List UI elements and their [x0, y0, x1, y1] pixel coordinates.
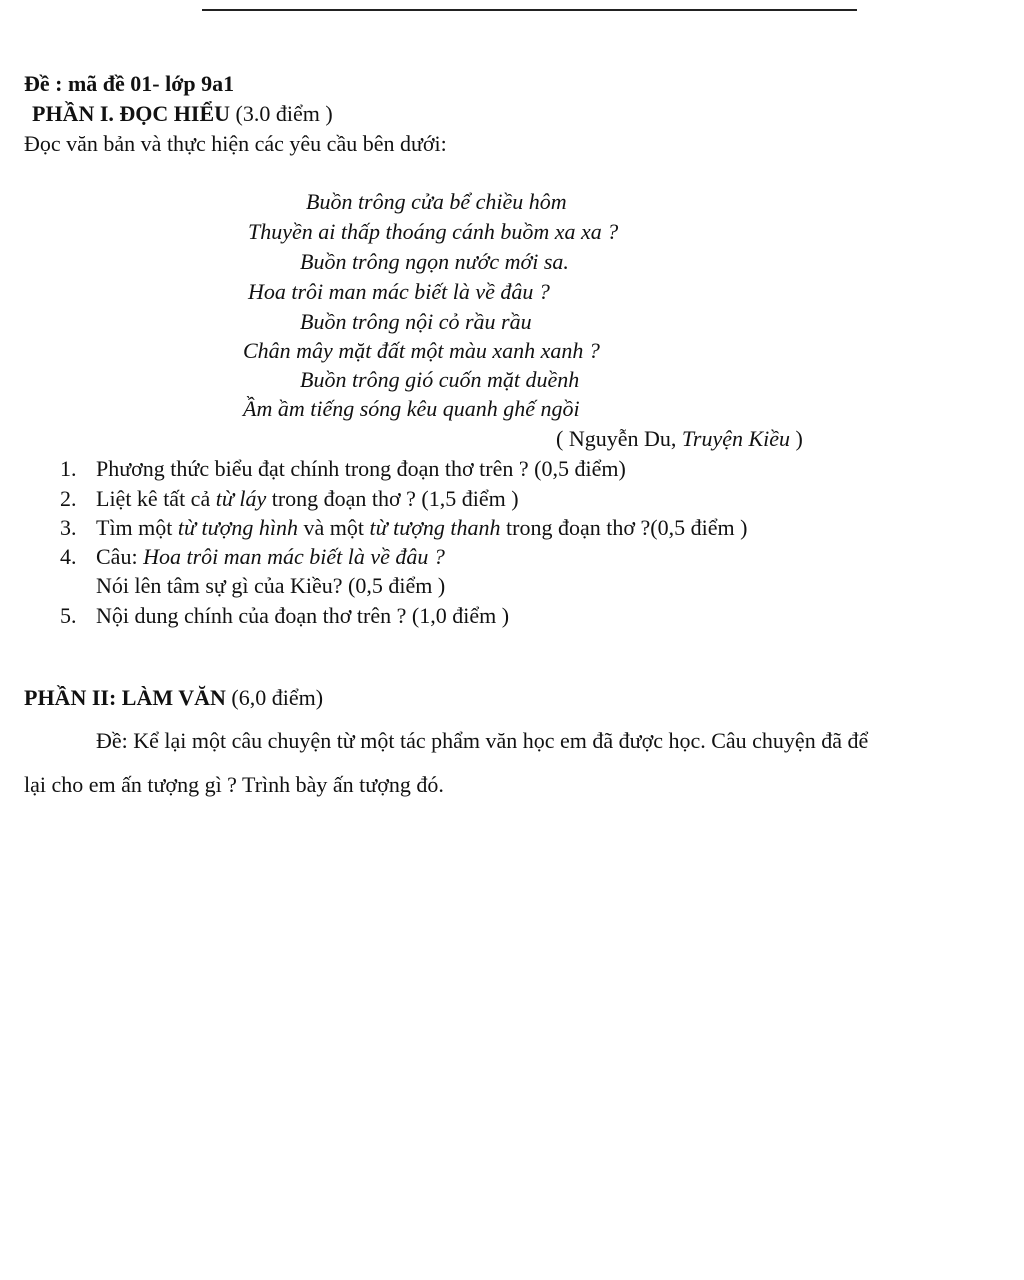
question-5-text: Nội dung chính của đoạn thơ trên ? (1,0 điểm )	[96, 603, 510, 628]
question-4	[60, 543, 445, 571]
part2-prompt-line-2: lại cho em ấn tượng gì ? Trình bày ấn tượng đó.	[24, 772, 444, 797]
poem-line-7: Buồn trông gió cuốn mặt duềnh	[300, 367, 580, 392]
exam-code: Đề : mã đề 01- lớp 9a1	[24, 71, 235, 96]
question-2-text-c: trong đoạn thơ ? (1,5 điểm )	[266, 486, 519, 511]
part2-title-points: (6,0 điểm)	[225, 685, 324, 710]
poem-line-4: Hoa trôi man mác biết là về đâu ?	[248, 279, 550, 304]
question-1	[60, 455, 626, 483]
poem-source	[556, 425, 803, 453]
question-3-text-e: trong đoạn thơ ?(0,5 điểm )	[500, 515, 748, 540]
question-2-number: 2.	[60, 486, 77, 511]
question-3	[60, 514, 747, 542]
question-1-number: 1.	[60, 456, 77, 481]
poem-line-1: Buồn trông cửa bể chiều hôm	[306, 189, 567, 214]
header-divider	[202, 9, 857, 11]
question-4-line-2: Nói lên tâm sự gì của Kiều? (0,5 điểm )	[96, 573, 446, 598]
question-2	[60, 485, 519, 513]
part1-title-label: PHẦN I. ĐỌC HIỂU	[32, 101, 231, 126]
question-5	[60, 602, 509, 630]
part2-title	[24, 684, 323, 712]
part1-title	[32, 100, 333, 128]
poem-source-close: )	[790, 426, 803, 451]
poem-line-2: Thuyền ai thấp thoáng cánh buồm xa xa ?	[248, 219, 619, 244]
poem-line-8: Ầm ầm tiếng sóng kêu quanh ghế ngồi	[243, 396, 580, 421]
poem-line-6: Chân mây mặt đất một màu xanh xanh ?	[243, 338, 600, 363]
poem-source-author: ( Nguyễn Du,	[556, 426, 682, 451]
question-3-text-c: và một	[297, 515, 370, 540]
part1-instruction: Đọc văn bản và thực hiện các yêu cầu bên dưới:	[24, 131, 447, 156]
question-1-text: Phương thức biểu đạt chính trong đoạn thơ trên ? (0,5 điểm)	[96, 456, 626, 481]
question-4-number: 4.	[60, 544, 77, 569]
question-3-text-a: Tìm một	[96, 515, 178, 540]
question-4-quote: Hoa trôi man mác biết là về đâu ?	[143, 544, 445, 569]
question-4-text-a: Câu:	[96, 544, 144, 569]
question-5-number: 5.	[60, 603, 77, 628]
part2-title-label: PHẦN II: LÀM VĂN	[24, 685, 226, 710]
poem-line-5: Buồn trông nội cỏ rầu rầu	[300, 309, 532, 334]
part1-title-points: (3.0 điểm )	[230, 101, 333, 126]
question-3-number: 3.	[60, 515, 77, 540]
poem-source-title: Truyện Kiều	[681, 426, 791, 451]
question-2-term: từ láy	[215, 486, 267, 511]
question-2-text-a: Liệt kê tất cả	[96, 486, 216, 511]
question-3-term-1: từ tượng hình	[177, 515, 298, 540]
part2-prompt-line-1: Đề: Kể lại một câu chuyện từ một tác phẩm văn học em đã được học. Câu chuyện đã để	[96, 728, 869, 753]
poem-line-3: Buồn trông ngọn nước mới sa.	[300, 249, 569, 274]
question-3-term-2: từ tượng thanh	[369, 515, 501, 540]
